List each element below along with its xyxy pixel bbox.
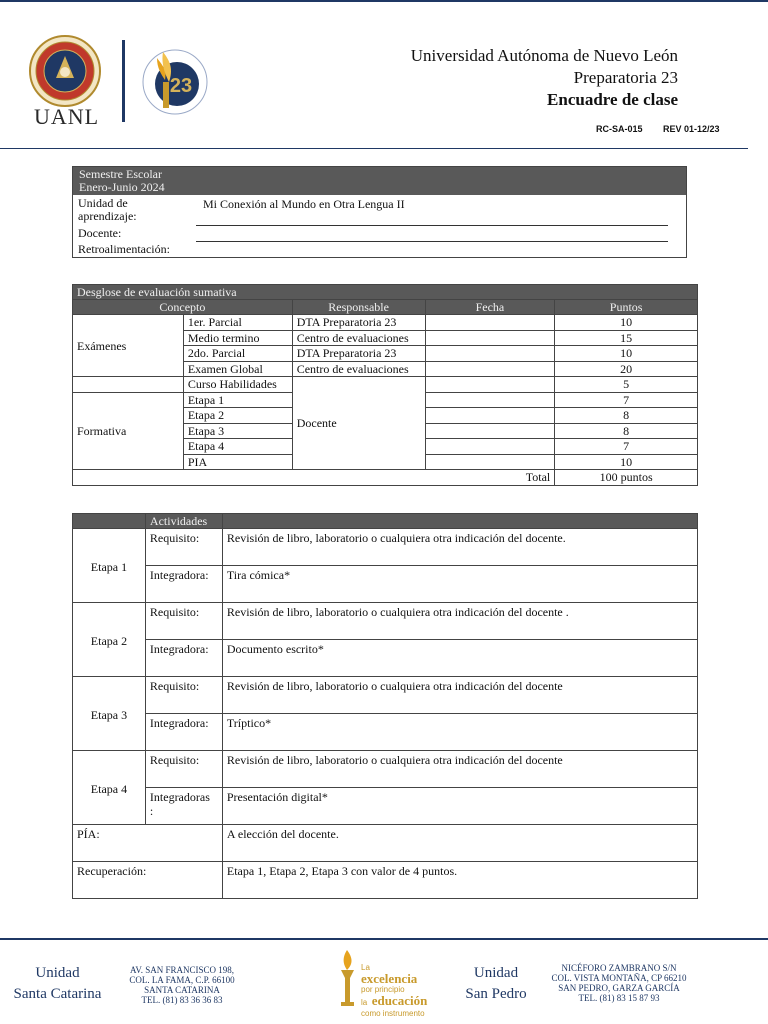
footer-address-right xyxy=(540,963,698,1003)
stage-name: Etapa 4 xyxy=(73,751,146,825)
header-rule xyxy=(0,148,748,149)
preparatoria-23-logo xyxy=(137,44,209,116)
pia-value: A elección del docente. xyxy=(222,825,697,862)
slogan-line: como instrumento xyxy=(361,1009,425,1018)
evaluation-caption-row xyxy=(73,285,698,300)
address-line: SANTA CATARINA xyxy=(144,985,220,995)
evaluation-table xyxy=(72,284,698,486)
document-title: Encuadre de clase xyxy=(547,90,678,109)
row-responsible: DTA Preparatoria 23 xyxy=(292,315,425,331)
teacher-label: Docente: xyxy=(78,226,122,240)
footer-unit-santa-catarina xyxy=(10,963,105,1005)
stage-integradora: Documento escrito* xyxy=(222,640,697,677)
row-points: 15 xyxy=(555,330,698,346)
row-points: 8 xyxy=(555,408,698,424)
slogan-line: educación xyxy=(371,993,428,1008)
col-responsible: Responsable xyxy=(292,300,425,315)
row-points: 8 xyxy=(555,423,698,439)
row-date xyxy=(425,392,555,408)
table-row xyxy=(73,315,698,331)
uanl-seal-logo xyxy=(28,34,102,108)
stage-name: Etapa 1 xyxy=(73,529,146,603)
row-date xyxy=(425,330,555,346)
table-row xyxy=(73,825,698,862)
row-points: 20 xyxy=(555,361,698,377)
feedback-label: Retroalimentación: xyxy=(78,242,170,256)
footer-unit-left-line1: Unidad xyxy=(35,965,80,981)
row-date xyxy=(425,377,555,393)
row-item: PIA xyxy=(183,454,292,470)
address-line: COL. VISTA MONTAÑA, CP 66210 xyxy=(551,973,687,983)
group-teacher: Docente xyxy=(292,377,425,470)
address-line: SAN PEDRO, GARZA GARCÍA xyxy=(558,983,680,993)
row-item: 1er. Parcial xyxy=(183,315,292,331)
evaluation-header-row xyxy=(73,300,698,315)
evaluation-caption: Desglose de evaluación sumativa xyxy=(73,285,698,300)
recovery-value: Etapa 1, Etapa 2, Etapa 3 con valor de 4 puntos. xyxy=(222,862,697,899)
row-date xyxy=(425,423,555,439)
row-points: 7 xyxy=(555,392,698,408)
row-responsible: DTA Preparatoria 23 xyxy=(292,346,425,362)
table-row xyxy=(73,603,698,640)
semester-label: Semestre Escolar xyxy=(79,167,162,181)
table-row xyxy=(73,566,698,603)
slogan-line: La xyxy=(361,963,370,972)
school-name: Preparatoria 23 xyxy=(573,68,678,87)
integradoras-label xyxy=(145,788,222,825)
unit-underline xyxy=(196,225,668,226)
row-item: Etapa 3 xyxy=(183,423,292,439)
requisito-label: Requisito: xyxy=(145,529,222,566)
table-row xyxy=(73,714,698,751)
row-responsible: Centro de evaluaciones xyxy=(292,330,425,346)
col-date: Fecha xyxy=(425,300,555,315)
integradora-label: Integradora: xyxy=(145,714,222,751)
unit-value: Mi Conexión al Mundo en Otra Lengua II xyxy=(203,197,405,211)
unit-label xyxy=(78,197,137,223)
address-line: COL. LA FAMA, C.P. 66100 xyxy=(129,975,235,985)
torch-logo xyxy=(335,948,360,1010)
row-responsible: Centro de evaluaciones xyxy=(292,361,425,377)
group-exams: Exámenes xyxy=(73,315,184,377)
table-row xyxy=(73,377,698,393)
integradoras-label-colon: : xyxy=(149,804,154,818)
table-row xyxy=(73,640,698,677)
requisito-label: Requisito: xyxy=(145,677,222,714)
activities-table xyxy=(72,513,698,899)
row-points: 10 xyxy=(555,315,698,331)
stage-integradora: Tríptico* xyxy=(222,714,697,751)
university-name: Universidad Autónoma de Nuevo León xyxy=(410,46,678,65)
logo-divider xyxy=(122,40,125,122)
pia-label: PÍA: xyxy=(73,825,223,862)
slogan-line: la xyxy=(361,998,368,1007)
slogan-line: excelencia xyxy=(361,971,418,986)
stage-integradora: Presentación digital* xyxy=(222,788,697,825)
top-rule xyxy=(0,0,768,2)
total-row xyxy=(73,470,698,486)
stage-name: Etapa 2 xyxy=(73,603,146,677)
integradora-label: Integradora: xyxy=(145,566,222,603)
slogan-line: por principio xyxy=(361,985,405,994)
row-points: 10 xyxy=(555,346,698,362)
stage-name: Etapa 3 xyxy=(73,677,146,751)
svg-text:23: 23 xyxy=(169,75,193,97)
stage-integradora: Tira cómica* xyxy=(222,566,697,603)
row-points: 10 xyxy=(555,454,698,470)
integradora-label: Integradora: xyxy=(145,640,222,677)
row-date xyxy=(425,361,555,377)
table-row xyxy=(73,529,698,566)
col-points: Puntos xyxy=(555,300,698,315)
stage-requisito: Revisión de libro, laboratorio o cualquiera otra indicación del docente . xyxy=(222,603,697,640)
activities-header: Actividades xyxy=(145,514,222,529)
row-date xyxy=(425,439,555,455)
footer-unit-right-line1: Unidad xyxy=(473,965,519,981)
table-row xyxy=(73,751,698,788)
total-label: Total xyxy=(73,470,555,486)
row-item: Etapa 2 xyxy=(183,408,292,424)
unit-label-line2: aprendizaje: xyxy=(78,209,137,223)
unit-label-line1: Unidad de xyxy=(78,196,128,210)
stage-requisito: Revisión de libro, laboratorio o cualquiera otra indicación del docente xyxy=(222,751,697,788)
row-date xyxy=(425,408,555,424)
col-concept: Concepto xyxy=(73,300,293,315)
address-line: TEL. (81) 83 15 87 93 xyxy=(578,993,660,1003)
activities-header-blank xyxy=(222,514,697,529)
row-item: Examen Global xyxy=(183,361,292,377)
row-item: Medio termino xyxy=(183,330,292,346)
row-points: 7 xyxy=(555,439,698,455)
table-row xyxy=(73,788,698,825)
row-item: Etapa 1 xyxy=(183,392,292,408)
row-date xyxy=(425,315,555,331)
activities-header-row xyxy=(73,514,698,529)
row-points: 5 xyxy=(555,377,698,393)
semester-header xyxy=(73,167,686,195)
table-row xyxy=(73,677,698,714)
table-row xyxy=(73,862,698,899)
stage-requisito: Revisión de libro, laboratorio o cualquiera otra indicación del docente. xyxy=(222,529,697,566)
row-date xyxy=(425,346,555,362)
address-line: NICÉFORO ZAMBRANO S/N xyxy=(561,963,677,973)
document-code: RC-SA-015 xyxy=(596,124,643,134)
requisito-label: Requisito: xyxy=(145,603,222,640)
requisito-label: Requisito: xyxy=(145,751,222,788)
course-info-box xyxy=(72,166,687,258)
activities-header-blank xyxy=(73,514,146,529)
group-blank xyxy=(73,377,184,393)
address-line: AV. SAN FRANCISCO 198, xyxy=(130,965,234,975)
footer-unit-right-line2: San Pedro xyxy=(465,986,527,1002)
recovery-label: Recuperación: xyxy=(73,862,223,899)
semester-value: Enero-Junio 2024 xyxy=(79,180,165,194)
footer-rule xyxy=(0,938,768,940)
footer-unit-san-pedro xyxy=(458,963,534,1005)
row-item: Curso Habilidades xyxy=(183,377,292,393)
footer-slogan xyxy=(361,962,427,1019)
row-item: 2do. Parcial xyxy=(183,346,292,362)
group-formative: Formativa xyxy=(73,392,184,470)
teacher-underline xyxy=(196,241,668,242)
row-date xyxy=(425,454,555,470)
integradoras-label-text: Integradoras xyxy=(149,790,210,804)
uanl-logo-text: UANL xyxy=(34,104,100,129)
row-item: Etapa 4 xyxy=(183,439,292,455)
document-revision: REV 01-12/23 xyxy=(663,124,720,134)
footer-unit-left-line2: Santa Catarina xyxy=(13,986,102,1002)
footer-address-left xyxy=(112,965,252,1005)
stage-requisito: Revisión de libro, laboratorio o cualquiera otra indicación del docente xyxy=(222,677,697,714)
address-line: TEL. (81) 83 36 36 83 xyxy=(141,995,223,1005)
total-value: 100 puntos xyxy=(555,470,698,486)
